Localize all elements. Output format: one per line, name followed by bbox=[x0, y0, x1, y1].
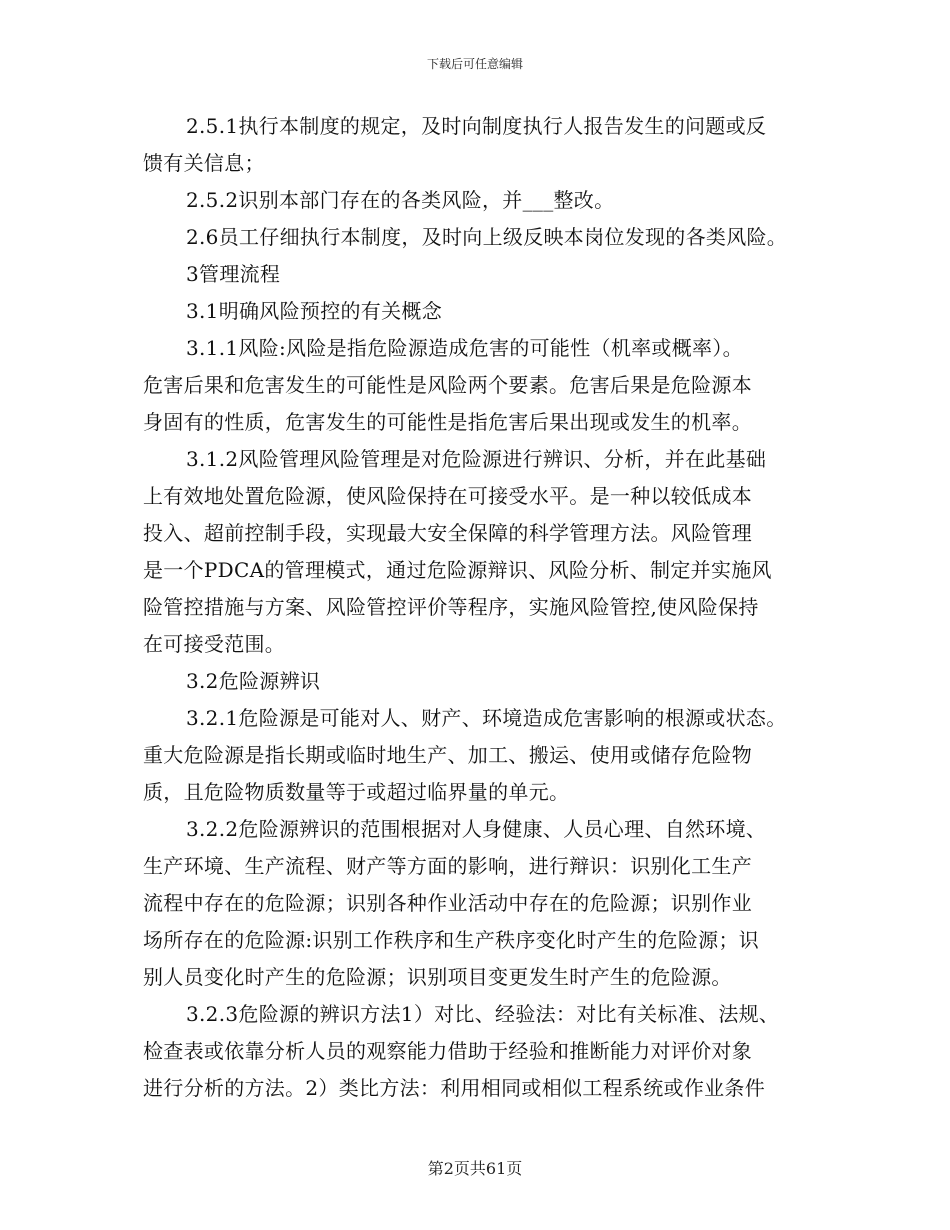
text-line: 质，且危险物质数量等于或超过临界量的单元。 bbox=[143, 780, 570, 804]
text-line: 3.2.2危险源辨识的范围根据对人身健康、人员心理、自然环境、 bbox=[186, 817, 767, 841]
text-line: 身固有的性质，危害发生的可能性是指危害后果出现或发生的机率。 bbox=[143, 410, 752, 434]
text-line: 重大危险源是指长期或临时地生产、加工、搬运、使用或储存危险物 bbox=[143, 743, 752, 767]
text-line: 3.1.2风险管理风险管理是对危险源进行辨识、分析，并在此基础 bbox=[186, 447, 767, 471]
text-line: 馈有关信息； bbox=[143, 151, 265, 175]
text-line: 2.6员工仔细执行本制度，及时向上级反映本岗位发现的各类风险。 bbox=[186, 225, 788, 249]
text-line: 3管理流程 bbox=[186, 262, 281, 286]
text-line: 在可接受范围。 bbox=[143, 632, 286, 656]
text-line: 3.1明确风险预控的有关概念 bbox=[186, 299, 443, 323]
text-line: 险管控措施与方案、风险管控评价等程序，实施风险管控,使风险保持 bbox=[143, 595, 759, 619]
text-line: 危害后果和危害发生的可能性是风险两个要素。危害后果是危险源本 bbox=[143, 373, 752, 397]
page-footer: 第2页共61页 bbox=[427, 1159, 523, 1178]
text-line: 3.2.3危险源的辨识方法1）对比、经验法：对比有关标准、法规、 bbox=[186, 1002, 780, 1026]
page-header: 下载后可任意编辑 bbox=[426, 57, 523, 71]
text-line: 2.5.1执行本制度的规定，及时向制度执行人报告发生的问题或反 bbox=[186, 114, 767, 138]
text-line: 是一个PDCA的管理模式，通过危险源辩识、风险分析、制定并实施风 bbox=[143, 558, 772, 582]
text-line: 2.5.2识别本部门存在的各类风险，并___整改。 bbox=[186, 188, 615, 212]
text-line: 场所存在的危险源:识别工作秩序和生产秩序变化时产生的危险源；识 bbox=[143, 928, 760, 952]
text-line: 3.1.1风险:风险是指危险源造成危害的可能性（机率或概率）。 bbox=[186, 336, 743, 360]
text-line: 流程中存在的危险源；识别各种作业活动中存在的危险源；识别作业 bbox=[143, 891, 752, 915]
text-line: 3.2危险源辨识 bbox=[186, 669, 321, 693]
document-body bbox=[143, 108, 823, 1107]
text-line: 上有效地处置危险源，使风险保持在可接受水平。是一种以较低成本 bbox=[143, 484, 752, 508]
text-line: 别人员变化时产生的危险源；识别项目变更发生时产生的危险源。 bbox=[143, 965, 732, 989]
text-line: 生产环境、生产流程、财产等方面的影响，进行辩识：识别化工生产 bbox=[143, 854, 752, 878]
text-line: 检查表或依靠分析人员的观察能力借助于经验和推断能力对评价对象 bbox=[143, 1039, 752, 1063]
text-line: 3.2.1危险源是可能对人、财产、环境造成危害影响的根源或状态。 bbox=[186, 706, 787, 730]
text-line: 投入、超前控制手段，实现最大安全保障的科学管理方法。风险管理 bbox=[143, 521, 752, 545]
text-line: 进行分析的方法。2）类比方法：利用相同或相似工程系统或作业条件 bbox=[143, 1076, 766, 1100]
